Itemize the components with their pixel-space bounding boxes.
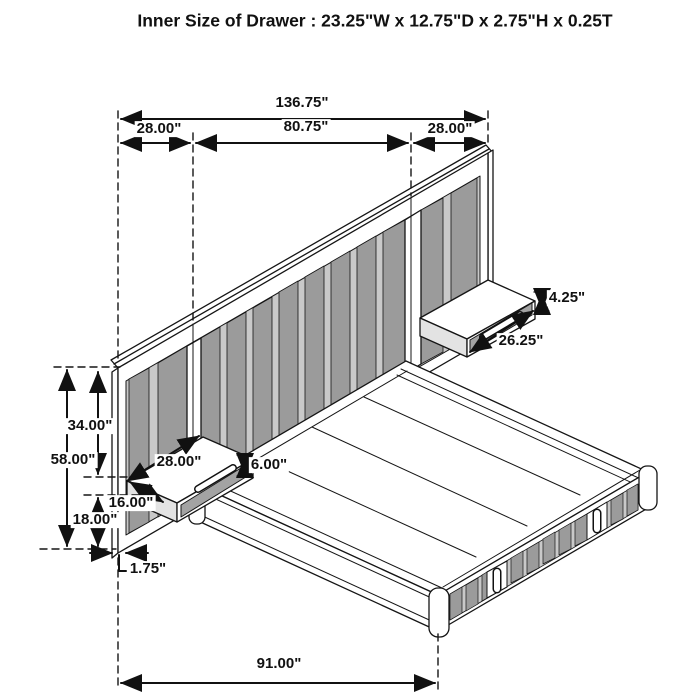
dim-bed-length: 91.00" (256, 655, 302, 673)
corner-post (639, 466, 657, 510)
dim-headboard-lower-height: 18.00" (72, 511, 118, 529)
diagram-title: Inner Size of Drawer : 23.25"W x 12.75"D x 2.75"H x 0.25T (137, 10, 613, 31)
corner-post (429, 588, 449, 637)
dim-headboard-upper-height: 34.00" (67, 417, 113, 435)
dim-center-panel-width: 80.75" (283, 118, 329, 136)
dim-left-nightstand-depth: 16.00" (108, 494, 154, 512)
dim-right-nightstand-drawer-height: 4.25" (548, 289, 586, 307)
dim-overall-width: 136.75" (275, 94, 329, 112)
dim-right-nightstand-width: 26.25" (498, 332, 544, 350)
dim-headboard-total-height: 58.00" (50, 451, 96, 469)
dim-left-nightstand-height: 6.00" (250, 456, 288, 474)
dim-left-panel-width: 28.00" (136, 120, 182, 138)
dim-panel-thickness: 1.75" (129, 560, 167, 578)
dim-left-nightstand-width: 28.00" (156, 453, 202, 471)
headboard-side-edge (112, 368, 118, 558)
dim-right-panel-width: 28.00" (427, 120, 473, 138)
